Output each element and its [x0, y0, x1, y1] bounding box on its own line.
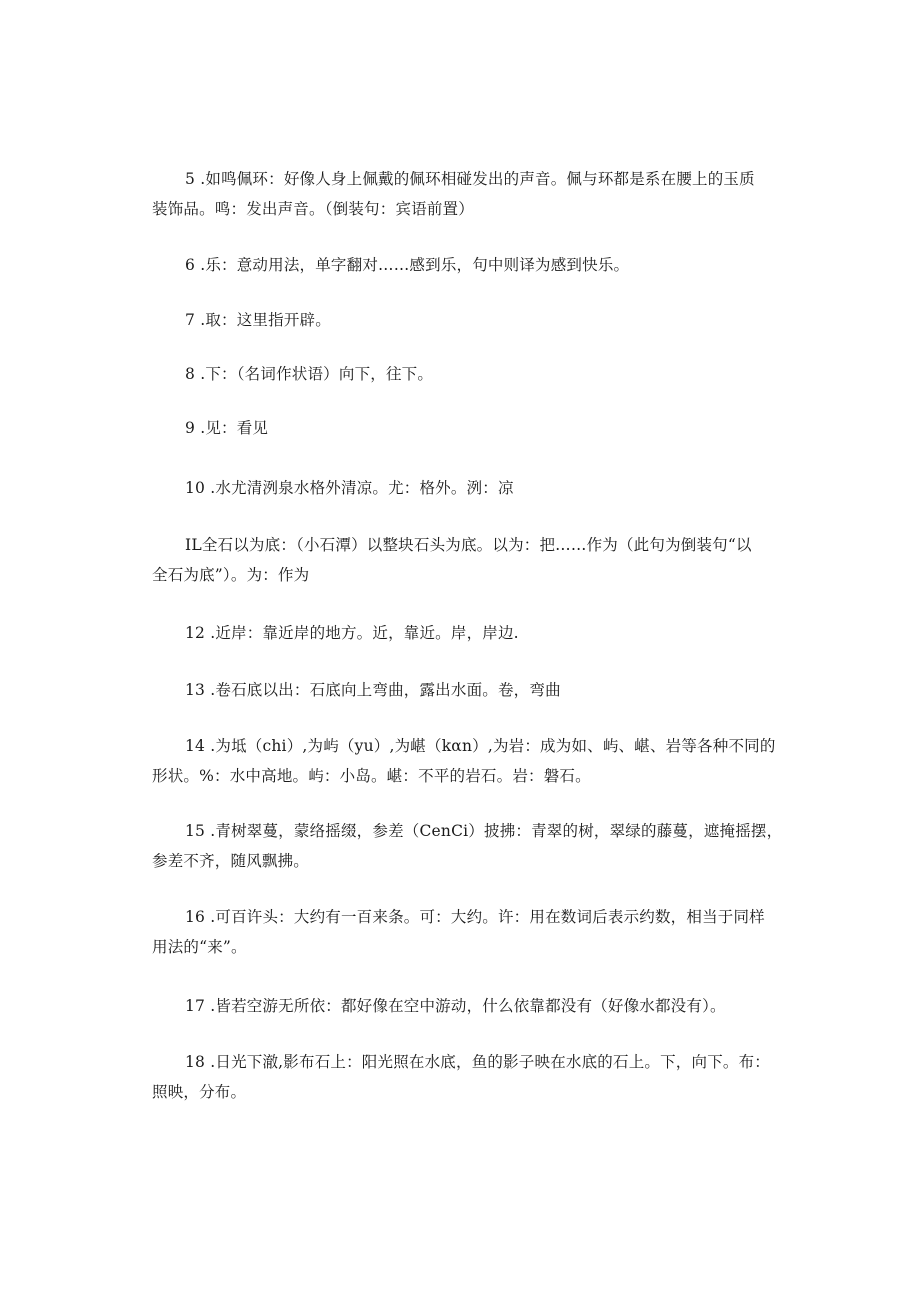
- note-line: 10 .水尤清洌泉水格外清凉。尤：格外。洌：凉: [185, 479, 514, 497]
- note-9: [152, 413, 784, 443]
- note-8: [152, 359, 784, 389]
- note-14: [152, 731, 784, 791]
- note-line: 6 .乐：意动用法，单字翻对……感到乐，句中则译为感到快乐。: [185, 256, 630, 274]
- note-13: [152, 675, 784, 705]
- note-line: 17 .皆若空游无所依：都好像在空中游动，什么依靠都没有（好像水都没有）。: [185, 997, 726, 1015]
- note-line: 装饰品。鸣：发出声音。（倒装句：宾语前置）: [152, 200, 474, 218]
- note-line: 18 .日光下澈,影布石上：阳光照在水底，鱼的影子映在水底的石上。下，向下。布：: [185, 1053, 771, 1071]
- note-7: [152, 305, 784, 335]
- note-line: 14 .为坻（chi）,为屿（yu）,为嵁（kαn）,为岩：成为如、屿、嵁、岩等各种不同的: [185, 737, 776, 755]
- note-line: 12 .近岸：靠近岸的地方。近，靠近。岸，岸边.: [185, 624, 519, 642]
- note-line: 13 .卷石底以出：石底向上弯曲，露出水面。卷，弯曲: [185, 681, 561, 699]
- note-line: 参差不齐，随风飘拂。: [152, 852, 310, 870]
- note-18: [152, 1047, 784, 1107]
- note-16: [152, 902, 784, 962]
- note-line: 用法的“来”。: [152, 938, 247, 956]
- note-17: [152, 991, 784, 1021]
- note-line: IL全石以为底：（小石潭）以整块石头为底。以为：把……作为（此句为倒装句“以: [185, 536, 752, 554]
- note-line: 8 .下：（名词作状语）向下，往下。: [185, 365, 434, 383]
- note-line: 全石为底”）。为：作为: [152, 566, 310, 584]
- note-line: 16 .可百许头：大约有一百来条。可：大约。许：用在数词后表示约数，相当于同样: [185, 908, 765, 926]
- note-15: [152, 816, 784, 876]
- note-12: [152, 618, 784, 648]
- note-5: [152, 164, 784, 224]
- note-6: [152, 250, 784, 280]
- note-line: 9 .见：看见: [185, 419, 269, 437]
- note-line: 形状。%：水中高地。屿：小岛。嵁：不平的岩石。岩：磐石。: [152, 767, 591, 785]
- note-10: [152, 473, 784, 503]
- note-line: 照映，分布。: [152, 1083, 247, 1101]
- note-line: 15 .青树翠蔓，蒙络摇缀，参差（CenCi）披拂：青翠的树，翠绿的藤蔓，遮掩摇摆，: [185, 822, 783, 840]
- note-line: 7 .取：这里指开辟。: [185, 311, 331, 329]
- note-11: [152, 530, 784, 590]
- note-line: 5 .如鸣佩环：好像人身上佩戴的佩环相碰发出的声音。佩与环都是系在腰上的玉质: [185, 170, 755, 188]
